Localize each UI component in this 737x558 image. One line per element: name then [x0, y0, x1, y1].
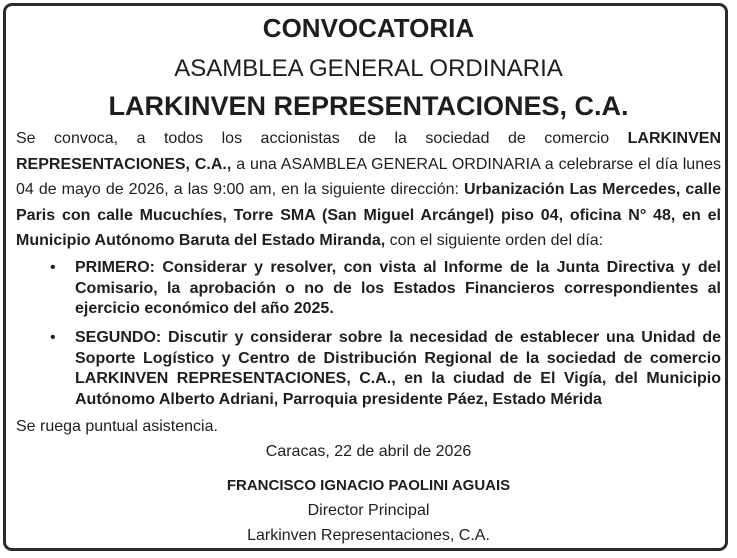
agenda-item-first: PRIMERO: Considerar y resolver, con vista al Informe de la Junta Directiva y del Comisario, la aprobación o no de los Estados Financieros correspondientes al ejercicio económico del año 2025.: [75, 259, 721, 317]
agenda-item-second: SEGUNDO: Discutir y considerar sobre la necesidad de establecer una Unidad de Soporte Logístico y Centro de Distribución Regional de la sociedad de comercio LARKINVEN REPRESENTACIONES, C.A., en la ciudad de El Vigía, del Municipio Autónomo Alberto Adriani, Parroquia presidente Páez, Estado Mérida: [75, 329, 721, 408]
paragraph-meeting-details: a una ASAMBLEA GENERAL ORDINARIA a celebrarse el día lunes 04 de mayo de 2026, a las 9:00 am, en la siguiente dirección:: [16, 155, 722, 198]
place-date: Caracas, 22 de abril de 2026: [265, 443, 472, 460]
paragraph-company: LARKINVEN REPRESENTACIONES, C.A.,: [16, 130, 721, 173]
closing-text: Se ruega puntual asistencia.: [16, 418, 218, 435]
signer-name: FRANCISCO IGNACIO PAOLINI AGUAIS: [226, 477, 511, 494]
paragraph-address: Urbanización Las Mercedes, calle Paris con calle Mucuchíes, Torre SMA (San Miguel Arcángel) piso 04, oficina N° 48, en el Municipio Autónomo Baruta del Estado Miranda,: [16, 181, 721, 249]
paragraph-agenda-intro: con el siguiente orden del día:: [385, 232, 604, 249]
signer-company: Larkinven Representaciones, C.A.: [247, 527, 490, 544]
bullet-icon: •: [50, 259, 56, 276]
bullet-icon: •: [50, 329, 56, 346]
convocation-paragraph: [16, 126, 721, 254]
signer-role: Director Principal: [307, 502, 430, 519]
company-heading: LARKINVEN REPRESENTACIONES, C.A.: [108, 91, 629, 121]
notice-title: CONVOCATORIA: [262, 13, 475, 43]
notice-subtitle: ASAMBLEA GENERAL ORDINARIA: [174, 55, 563, 82]
paragraph-intro: Se convoca, a todos los accionistas de la sociedad de comercio: [16, 130, 628, 147]
